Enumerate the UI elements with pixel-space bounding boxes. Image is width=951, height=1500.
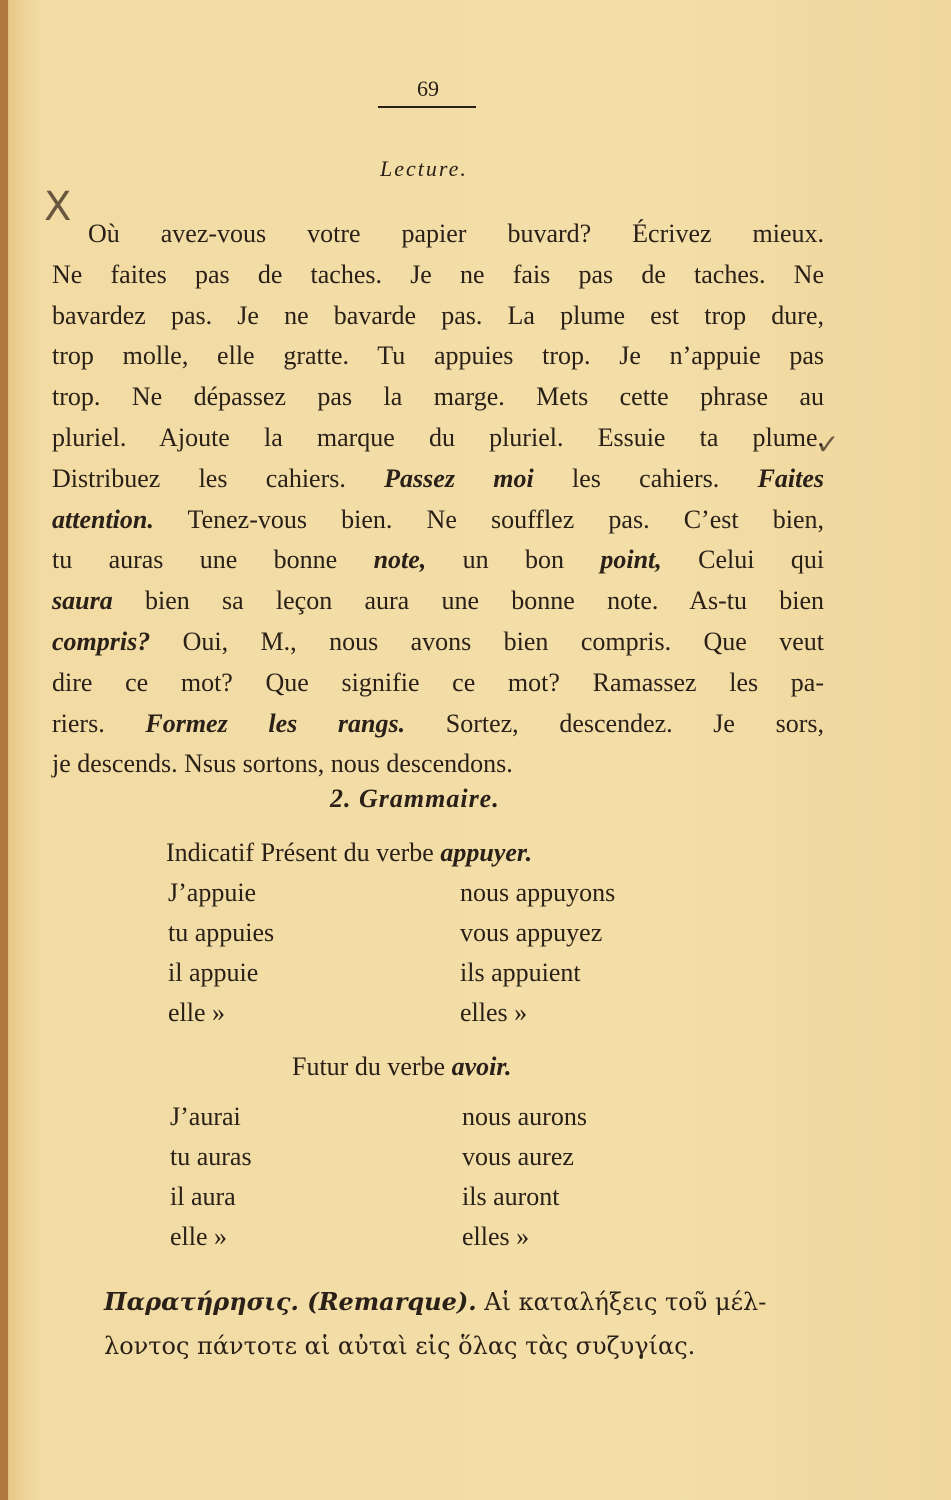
heading-text: Indicatif Présent du verbe	[166, 838, 434, 867]
text-segment: riers.	[52, 708, 105, 738]
verb-name: appuyer.	[440, 838, 533, 867]
text-segment: les cahiers.	[571, 463, 720, 493]
page-number: 69	[417, 76, 439, 101]
text-line: Ne faites pas de taches. Je ne fais pas de taches. Ne	[52, 259, 824, 289]
plural-form: vous appuyez	[460, 918, 603, 947]
handwritten-x-mark: X	[44, 184, 72, 230]
heading-text: Futur du verbe	[292, 1052, 446, 1081]
page-number-rule	[378, 106, 476, 108]
text-line: trop. Ne dépassez pas la marge. Mets cette phrase au	[52, 382, 824, 412]
emphasis: note,	[373, 545, 427, 575]
text-line: bavardez pas. Je ne bavarde pas. La plume est trop dure,	[52, 300, 824, 330]
remark-note	[104, 1280, 834, 1368]
text-line: je descends. Nsus sortons, nous descendons.	[52, 749, 513, 779]
plural-form: ils auront	[462, 1182, 560, 1211]
singular-form: tu appuies	[168, 918, 275, 947]
text-segment: Sortez, descendez. Je sors,	[445, 708, 825, 738]
verb-name: avoir.	[451, 1052, 512, 1081]
singular-form: il aura	[170, 1182, 236, 1211]
singular-form: J’aurai	[170, 1102, 241, 1131]
note-text: Αἱ καταλήξεις τοῦ μέλ-	[484, 1288, 767, 1316]
plural-form: elles »	[460, 998, 528, 1027]
book-spine	[0, 0, 8, 1500]
emphasis: Faites	[757, 463, 825, 493]
plural-form: ils appuient	[460, 958, 581, 987]
text-segment: Celui qui	[698, 545, 825, 575]
note-line	[104, 1280, 834, 1324]
singular-form: elle »	[170, 1222, 228, 1251]
note-label: Παρατήρησις. (Remarque).	[104, 1287, 477, 1316]
emphasis: saura	[52, 586, 113, 616]
text-line	[52, 581, 824, 622]
text-segment: Distribuez les cahiers.	[52, 463, 346, 493]
lecture-title: Lecture.	[380, 156, 468, 181]
emphasis: Passez moi	[384, 463, 534, 493]
text-line: Où avez-vous votre papier buvard? Écrivez mieux.	[88, 219, 824, 248]
text-line	[52, 500, 824, 541]
singular-form: elle »	[168, 998, 226, 1027]
text-line: trop molle, elle gratte. Tu appuies trop. Je n’appuie pas	[52, 341, 824, 371]
text-line: pluriel. Ajoute la marque du pluriel. Essuie ta plume.	[52, 422, 824, 452]
plural-form: nous appuyons	[460, 878, 616, 907]
plural-form: elles »	[462, 1222, 530, 1251]
emphasis: attention.	[52, 504, 154, 534]
text-line	[52, 459, 824, 500]
lecture-text	[52, 214, 824, 785]
text-line	[52, 704, 824, 745]
emphasis: point,	[600, 545, 662, 575]
singular-form: il appuie	[168, 958, 259, 987]
text-segment: Tenez-vous bien. Ne soufflez pas. C’est bien,	[187, 504, 824, 534]
singular-form: tu auras	[170, 1142, 252, 1171]
singular-form: J’appuie	[168, 878, 257, 907]
text-segment: bien sa leçon aura une bonne note. As-tu bien	[144, 586, 824, 616]
note-line: λοντος πάντοτε αἱ αὐταὶ εἰς ὅλας τὰς συζυγίας.	[104, 1332, 696, 1360]
text-line: dire ce mot? Que signifie ce mot? Ramassez les pa-	[52, 667, 824, 697]
plural-form: nous aurons	[462, 1102, 587, 1131]
text-line	[52, 540, 824, 581]
future-heading	[292, 1052, 512, 1082]
grammar-title: 2. Grammaire.	[330, 784, 500, 813]
present-heading	[166, 838, 532, 868]
text-segment: tu auras une bonne	[52, 545, 338, 575]
text-segment: un bon	[462, 545, 565, 575]
text-line	[52, 622, 824, 663]
text-segment: Oui, M., nous avons bien compris. Que veut	[182, 626, 824, 656]
plural-form: vous aurez	[462, 1142, 574, 1171]
emphasis: Formez les rangs.	[145, 708, 406, 738]
emphasis: compris?	[52, 626, 151, 656]
handwritten-tick-mark: ✓	[816, 428, 840, 461]
